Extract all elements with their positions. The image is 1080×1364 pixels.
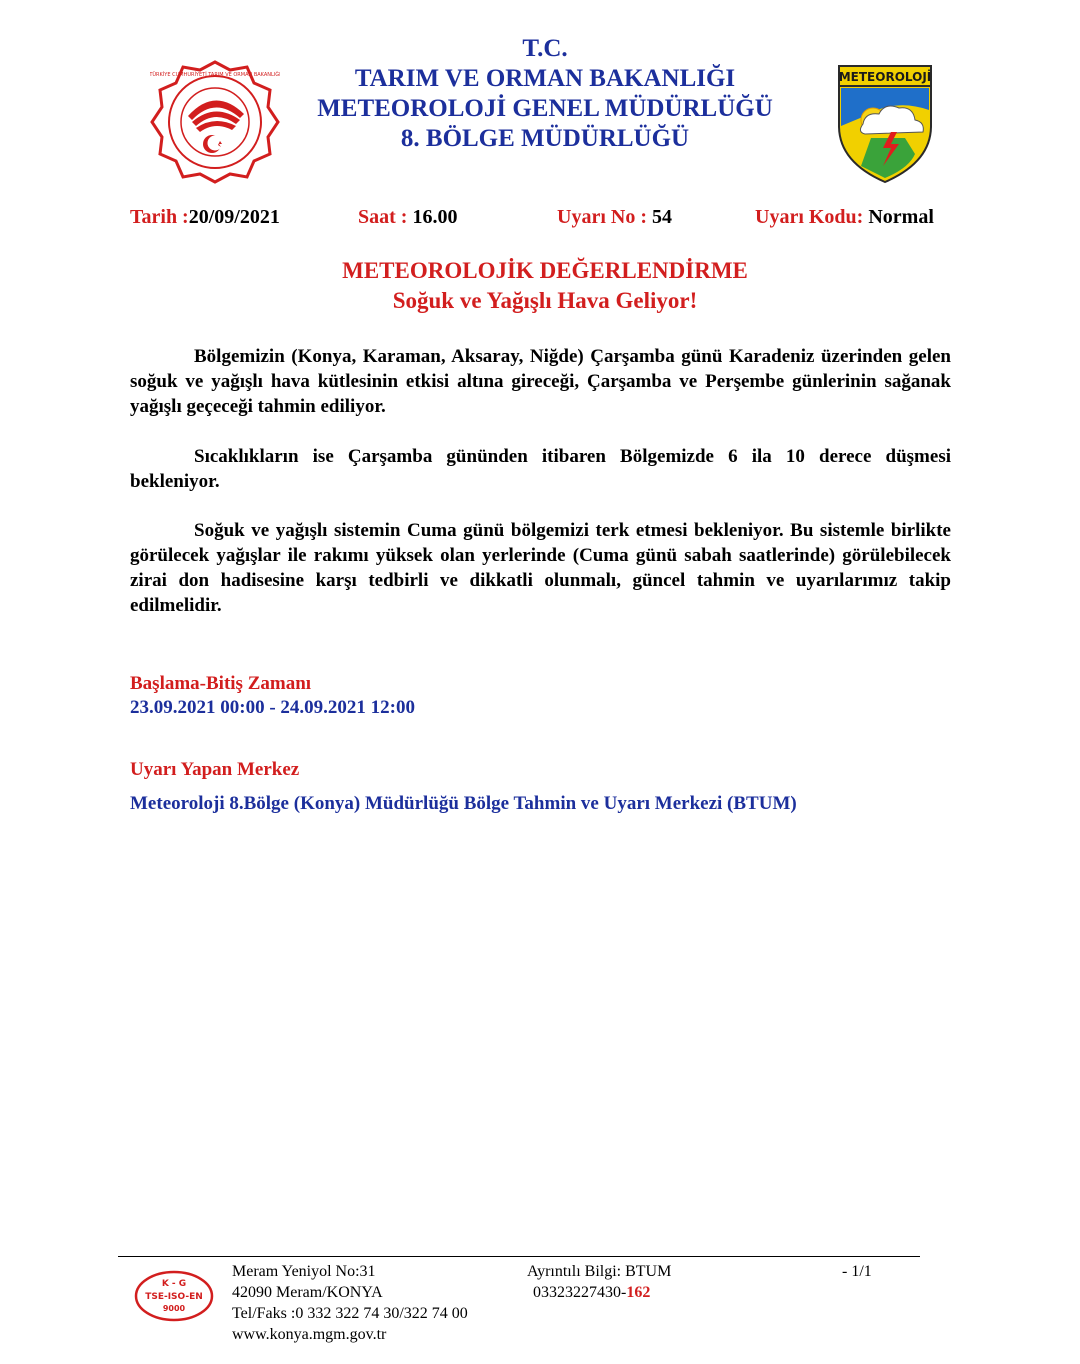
issuing-center-value: Meteoroloji 8.Bölge (Konya) Müdürlüğü Bölge Tahmin ve Uyarı Merkezi (BTUM): [130, 793, 797, 814]
footer-info-label: Ayrıntılı Bilgi: BTUM: [527, 1263, 672, 1280]
issuing-center-label: Uyarı Yapan Merkez: [130, 759, 300, 780]
date-label: Tarih :: [130, 206, 189, 228]
warning-number-value: 54: [651, 206, 672, 228]
footer-page-number: - 1/1: [842, 1263, 872, 1280]
footer-info-phone: 03323227430-: [533, 1284, 627, 1301]
kg-logo-line1: K - G: [161, 1279, 187, 1289]
validity-value: 23.09.2021 00:00 - 24.09.2021 12:00: [130, 697, 415, 718]
assessment-title: METEOROLOJİK DEĞERLENDİRME: [342, 258, 748, 283]
header-line-tc: T.C.: [522, 35, 568, 62]
meteoroloji-shield-logo: [835, 62, 935, 184]
footer-contact: [527, 1261, 671, 1303]
footer-address-line2: 42090 Meram/KONYA: [232, 1284, 383, 1301]
logo-text: METEOROLOJİ: [838, 70, 932, 84]
validity-label: Başlama-Bitiş Zamanı: [130, 673, 312, 694]
warning-code-label: Uyarı Kodu:: [755, 206, 869, 228]
document-header: [260, 34, 830, 154]
time-field: [358, 206, 457, 229]
footer-divider: [118, 1256, 920, 1257]
footer-website[interactable]: www.konya.mgm.gov.tr: [232, 1326, 387, 1343]
assessment-heading: [130, 256, 960, 316]
warning-number-label: Uyarı No :: [557, 206, 652, 228]
warning-code-value: Normal: [868, 206, 934, 228]
header-line-directorate: METEOROLOJİ GENEL MÜDÜRLÜĞÜ: [317, 95, 773, 122]
time-value: 16.00: [412, 206, 458, 228]
body-paragraph: Bölgemizin (Konya, Karaman, Aksaray, Niğde) Çarşamba günü Karadeniz üzerinden gelen soğuk ve yağışlı hava kütlesinin etkisi altına gireceği, Çarşamba ve Perşembe günlerinin sağanak yağışlı geçeceği tahmin ediliyor.: [130, 346, 951, 417]
footer-info-extension: 162: [626, 1284, 651, 1301]
footer-address: [232, 1261, 468, 1345]
footer-address-line1: Meram Yeniyol No:31: [232, 1263, 376, 1280]
header-line-region: 8. BÖLGE MÜDÜRLÜĞÜ: [400, 125, 690, 152]
date-value: 20/09/2021: [188, 206, 280, 228]
body-paragraph: Sıcaklıkların ise Çarşamba gününden itibaren Bölgemizde 6 ila 10 derece düşmesi bekleniyor.: [130, 446, 951, 492]
assessment-subtitle: Soğuk ve Yağışlı Hava Geliyor!: [392, 288, 698, 313]
date-field: [130, 206, 280, 229]
kg-logo-line2: TSE-ISO-EN: [145, 1292, 203, 1302]
body-paragraph: Soğuk ve yağışlı sistemin Cuma günü bölgemizi terk etmesi bekleniyor. Bu sistemle birlikte görülecek yağışlar ile rakımı yüksek olan yerlerinde (Cuma günü sabah saatlerinde) görülebilecek zirai don hadisesine karşı tedbirli ve dikkatli olunmalı, güncel tahmin ve uyarılarımız takip edilmelidir.: [130, 520, 951, 616]
warning-code-field: [755, 206, 934, 229]
kg-logo-line3: 9000: [162, 1304, 186, 1313]
tse-iso-certification-logo: [134, 1270, 214, 1322]
warning-number-field: [557, 206, 672, 229]
header-line-ministry: TARIM VE ORMAN BAKANLIĞI: [354, 65, 736, 92]
seal-text: TÜRKİYE CUMHURİYETİ TARIM VE ORMAN BAKANLIĞI: [150, 72, 280, 78]
time-label: Saat :: [358, 206, 413, 228]
footer-phone: Tel/Faks :0 332 322 74 30/322 74 00: [232, 1305, 468, 1322]
